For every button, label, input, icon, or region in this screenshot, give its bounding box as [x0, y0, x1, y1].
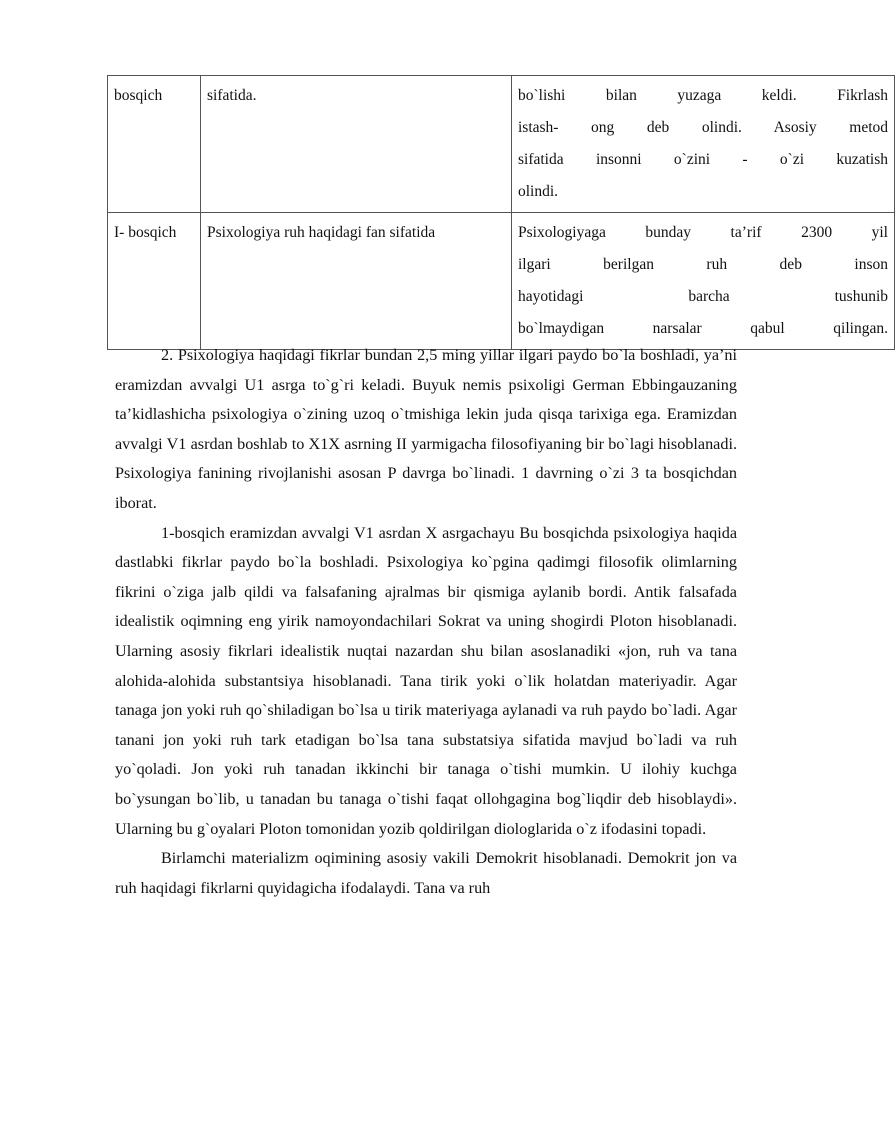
- stage-description-cell: [512, 213, 895, 350]
- table-row: [108, 76, 895, 213]
- description-line: sifatida insonni o`zini - o`zi kuzatish: [518, 151, 888, 168]
- description-line: hayotidagi barcha tushunib: [518, 288, 888, 305]
- stage-cell: bosqich: [108, 76, 201, 213]
- stage-description-cell: [512, 76, 895, 213]
- description-line: ilgari berilgan ruh deb inson: [518, 256, 888, 273]
- description-line: olindi.: [518, 183, 559, 200]
- body-text: [115, 341, 737, 903]
- paragraph: 1-bosqich eramizdan avvalgi V1 asrdan X asrgachayu Bu bosqichda psixologiya haqida dastlabki fikrlar paydo bo`la boshladi. Psixologiya ko`pgina qadimgi filosofik olimlarning fikrini o`ziga jalb qildi va falsafaning ajralmas bir qismiga aylanib bordi. Antik falsafada idealistik oqimning eng yirik namoyondachilari Sokrat va uning shogirdi Ploton hisoblanadi. Ularning asosiy fikrlari idealistik nuqtai nazardan shu bilan asoslanadiki «jon, ruh va tana alohida-alohida substantsiya hisoblanadi. Tana tirik yoki o`lik holatdan materiyadir. Agar tanaga jon yoki ruh qo`shiladigan bo`lsa u tirik materiyaga aylanadi va ruh paydo bo`ladi. Agar tanani jon yoki ruh tark etadigan bo`lsa tana substatsiya sifatida mavjud bo`ladi va ruh yo`qoladi. Jon yoki ruh tanadan ikkinchi bir tanaga o`tishi mumkin. U ilohiy kuchga bo`ysungan bo`lib, u tanadan bu tanaga o`tishi faqat ollohgagina bog`liqdir deb hisoblaydi». Ularning bu g`oyalari Ploton tomonidan yozib qoldirilgan diologlarida o`z ifodasini topadi.: [115, 523, 737, 838]
- paragraph: 2. Psixologiya haqidagi fikrlar bundan 2,5 ming yillar ilgari paydo bo`la boshladi, ya’ni eramizdan avvalgi U1 asrga to`g`ri keladi. Buyuk nemis psixoligi German Ebbingauzaning ta’kidlashicha psixologiya o`zining uzoq o`tmishiga lekin juda qisqa tarixiga ega. Eramizdan avvalgi V1 asrdan boshlab to X1X asrning II yarmigacha filosofiyaning bir bo`lagi hisoblanadi. Psixologiya fanining rivojlanishi asosan P davrga bo`linadi. 1 davrning o`zi 3 ta bosqichdan iborat.: [115, 346, 737, 512]
- description-line: bo`lishi bilan yuzaga keldi. Fikrlash: [518, 87, 888, 104]
- table-row: [108, 213, 895, 350]
- stages-table: [107, 75, 895, 350]
- stage-title-cell: sifatida.: [201, 76, 512, 213]
- paragraph: Birlamchi materializm oqimining asosiy vakili Demokrit hisoblanadi. Demokrit jon va ruh haqidagi fikrlarni quyidagicha ifodalaydi. Tana va ruh: [115, 849, 737, 897]
- stage-title-cell: Psixologiya ruh haqidagi fan sifatida: [201, 213, 512, 350]
- description-line: Psixologiyaga bunday ta’rif 2300 yil: [518, 224, 888, 241]
- description-line: bo`lmaydigan narsalar qabul qilingan.: [518, 320, 888, 337]
- stage-cell: I- bosqich: [108, 213, 201, 350]
- description-line: istash- ong deb olindi. Asosiy metod: [518, 119, 888, 136]
